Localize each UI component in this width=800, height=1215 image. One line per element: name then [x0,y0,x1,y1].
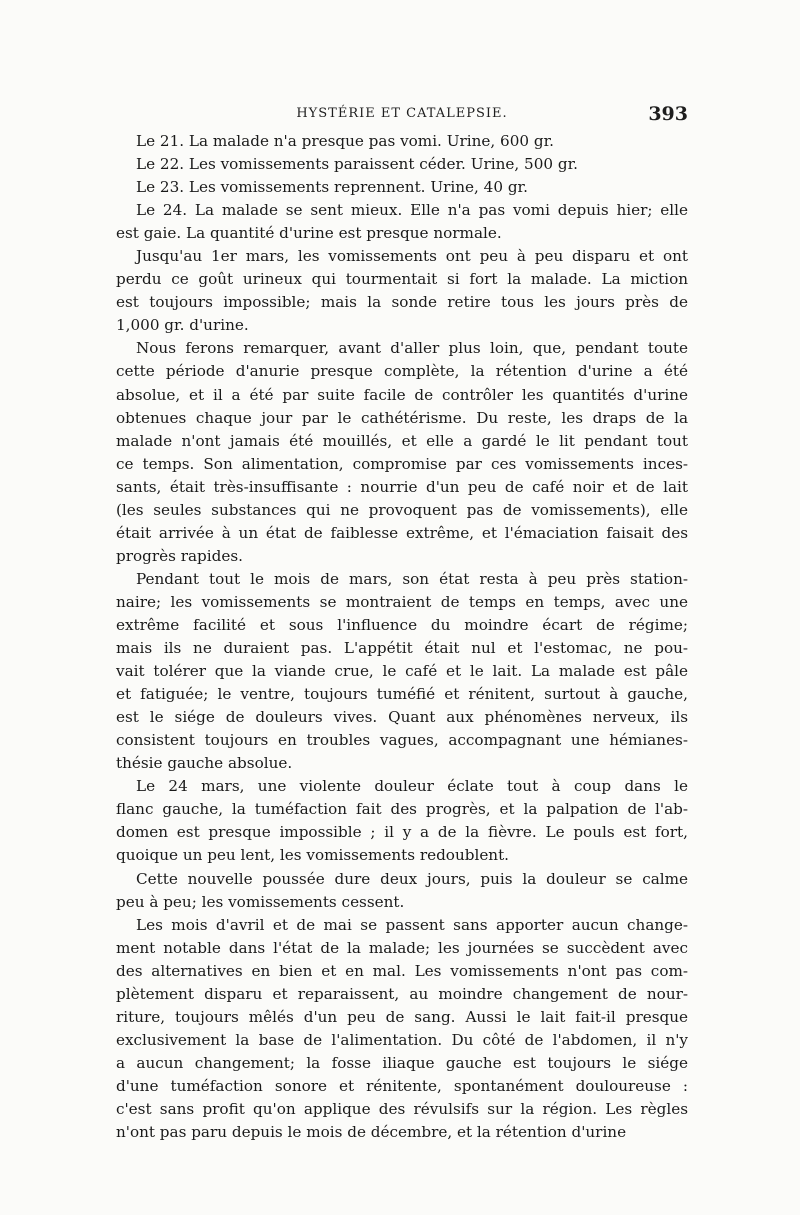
text-line: peu à peu; les vomissements cessent. [116,892,405,911]
text-line: est gaie. La quantité d'urine est presque normale. [116,224,502,243]
paragraph [116,914,688,1144]
text-line: consistent toujours en troubles vagues, accompagnant une hémianes- [116,731,688,750]
page-number: 393 [648,103,688,125]
text-line: domen est presque impossible ; il y a de la fièvre. Le pouls est fort, [116,823,688,842]
paragraph [116,130,688,153]
text-line: Les mois d'avril et de mai se passent sans apporter aucun change- [136,915,688,934]
paragraph [116,568,688,775]
text-line: Le 24 mars, une violente douleur éclate tout à coup dans le [136,777,688,796]
text-line: thésie gauche absolue. [116,754,293,773]
body-text [116,130,688,1144]
paragraph [116,153,688,176]
text-line: sants, était très-insuffisante : nourrie d'un peu de café noir et de lait [116,477,688,496]
text-line: cette période d'anurie presque complète, la rétention d'urine a été [116,362,688,381]
text-line: perdu ce goût urineux qui tourmentait si fort la malade. La miction [116,270,688,289]
paragraph [116,337,688,567]
text-line: Le 23. Les vomissements reprennent. Urine, 40 gr. [136,178,528,197]
text-line: riture, toujours mêlés d'un peu de sang. Aussi le lait fait-il presque [116,1007,688,1026]
text-line: Le 24. La malade se sent mieux. Elle n'a pas vomi depuis hier; elle [136,201,688,220]
paragraph [116,868,688,914]
running-head [116,103,688,129]
paragraph [116,176,688,199]
text-line: ce temps. Son alimentation, compromise par ces vomissements inces- [116,454,688,473]
paragraph [116,245,688,337]
text-line: obtenues chaque jour par le cathétérisme. Du reste, les draps de la [116,408,688,427]
paragraph [116,775,688,867]
paragraph [116,199,688,245]
text-line: flanc gauche, la tuméfaction fait des progrès, et la palpation de l'ab- [116,800,688,819]
text-line: extrême facilité et sous l'influence du moindre écart de régime; [116,615,688,634]
text-line: naire; les vomissements se montraient de temps en temps, avec une [116,592,688,611]
text-line: et fatiguée; le ventre, toujours tuméfié et rénitent, surtout à gauche, [116,685,688,704]
text-line: est toujours impossible; mais la sonde retire tous les jours près de [116,293,688,312]
text-line: (les seules substances qui ne provoquent pas de vomissements), elle [116,500,688,519]
text-line: Pendant tout le mois de mars, son état resta à peu près station- [136,569,688,588]
text-line: Nous ferons remarquer, avant d'aller plus loin, que, pendant toute [136,339,688,358]
text-line: des alternatives en bien et en mal. Les vomissements n'ont pas com- [116,961,688,980]
text-line: a aucun changement; la fosse iliaque gauche est toujours le siége [116,1053,688,1072]
text-line: quoique un peu lent, les vomissements redoublent. [116,846,510,865]
text-line: plètement disparu et reparaissent, au moindre changement de nour- [116,984,688,1003]
text-line: absolue, et il a été par suite facile de contrôler les quantités d'urine [116,385,688,404]
text-line: Jusqu'au 1er mars, les vomissements ont peu à peu disparu et ont [136,247,688,266]
text-line: Le 21. La malade n'a presque pas vomi. Urine, 600 gr. [136,132,555,150]
text-line: mais ils ne duraient pas. L'appétit était nul et l'estomac, ne pou- [116,639,688,658]
text-line: c'est sans profit qu'on applique des révulsifs sur la région. Les règles [116,1099,688,1118]
text-line: n'ont pas paru depuis le mois de décembre, et la rétention d'urine [116,1123,627,1142]
text-line: d'une tuméfaction sonore et rénitente, spontanément douloureuse : [116,1076,688,1095]
text-line: était arrivée à un état de faiblesse extrême, et l'émaciation faisait des [116,523,688,542]
text-line: Cette nouvelle poussée dure deux jours, puis la douleur se calme [136,869,688,888]
text-line: progrès rapides. [116,546,243,565]
text-line: est le siége de douleurs vives. Quant aux phénomènes nerveux, ils [116,708,688,727]
text-line: ment notable dans l'état de la malade; les journées se succèdent avec [116,938,688,957]
running-title: HYSTÉRIE ET CATALEPSIE. [296,106,508,121]
text-line: exclusivement la base de l'alimentation. Du côté de l'abdomen, il n'y [116,1030,688,1049]
text-line: vait tolérer que la viande crue, le café et le lait. La malade est pâle [116,662,688,681]
text-line: malade n'ont jamais été mouillés, et elle a gardé le lit pendant tout [116,431,688,450]
text-line: Le 22. Les vomissements paraissent céder. Urine, 500 gr. [136,155,579,174]
text-line: 1,000 gr. d'urine. [116,316,249,335]
